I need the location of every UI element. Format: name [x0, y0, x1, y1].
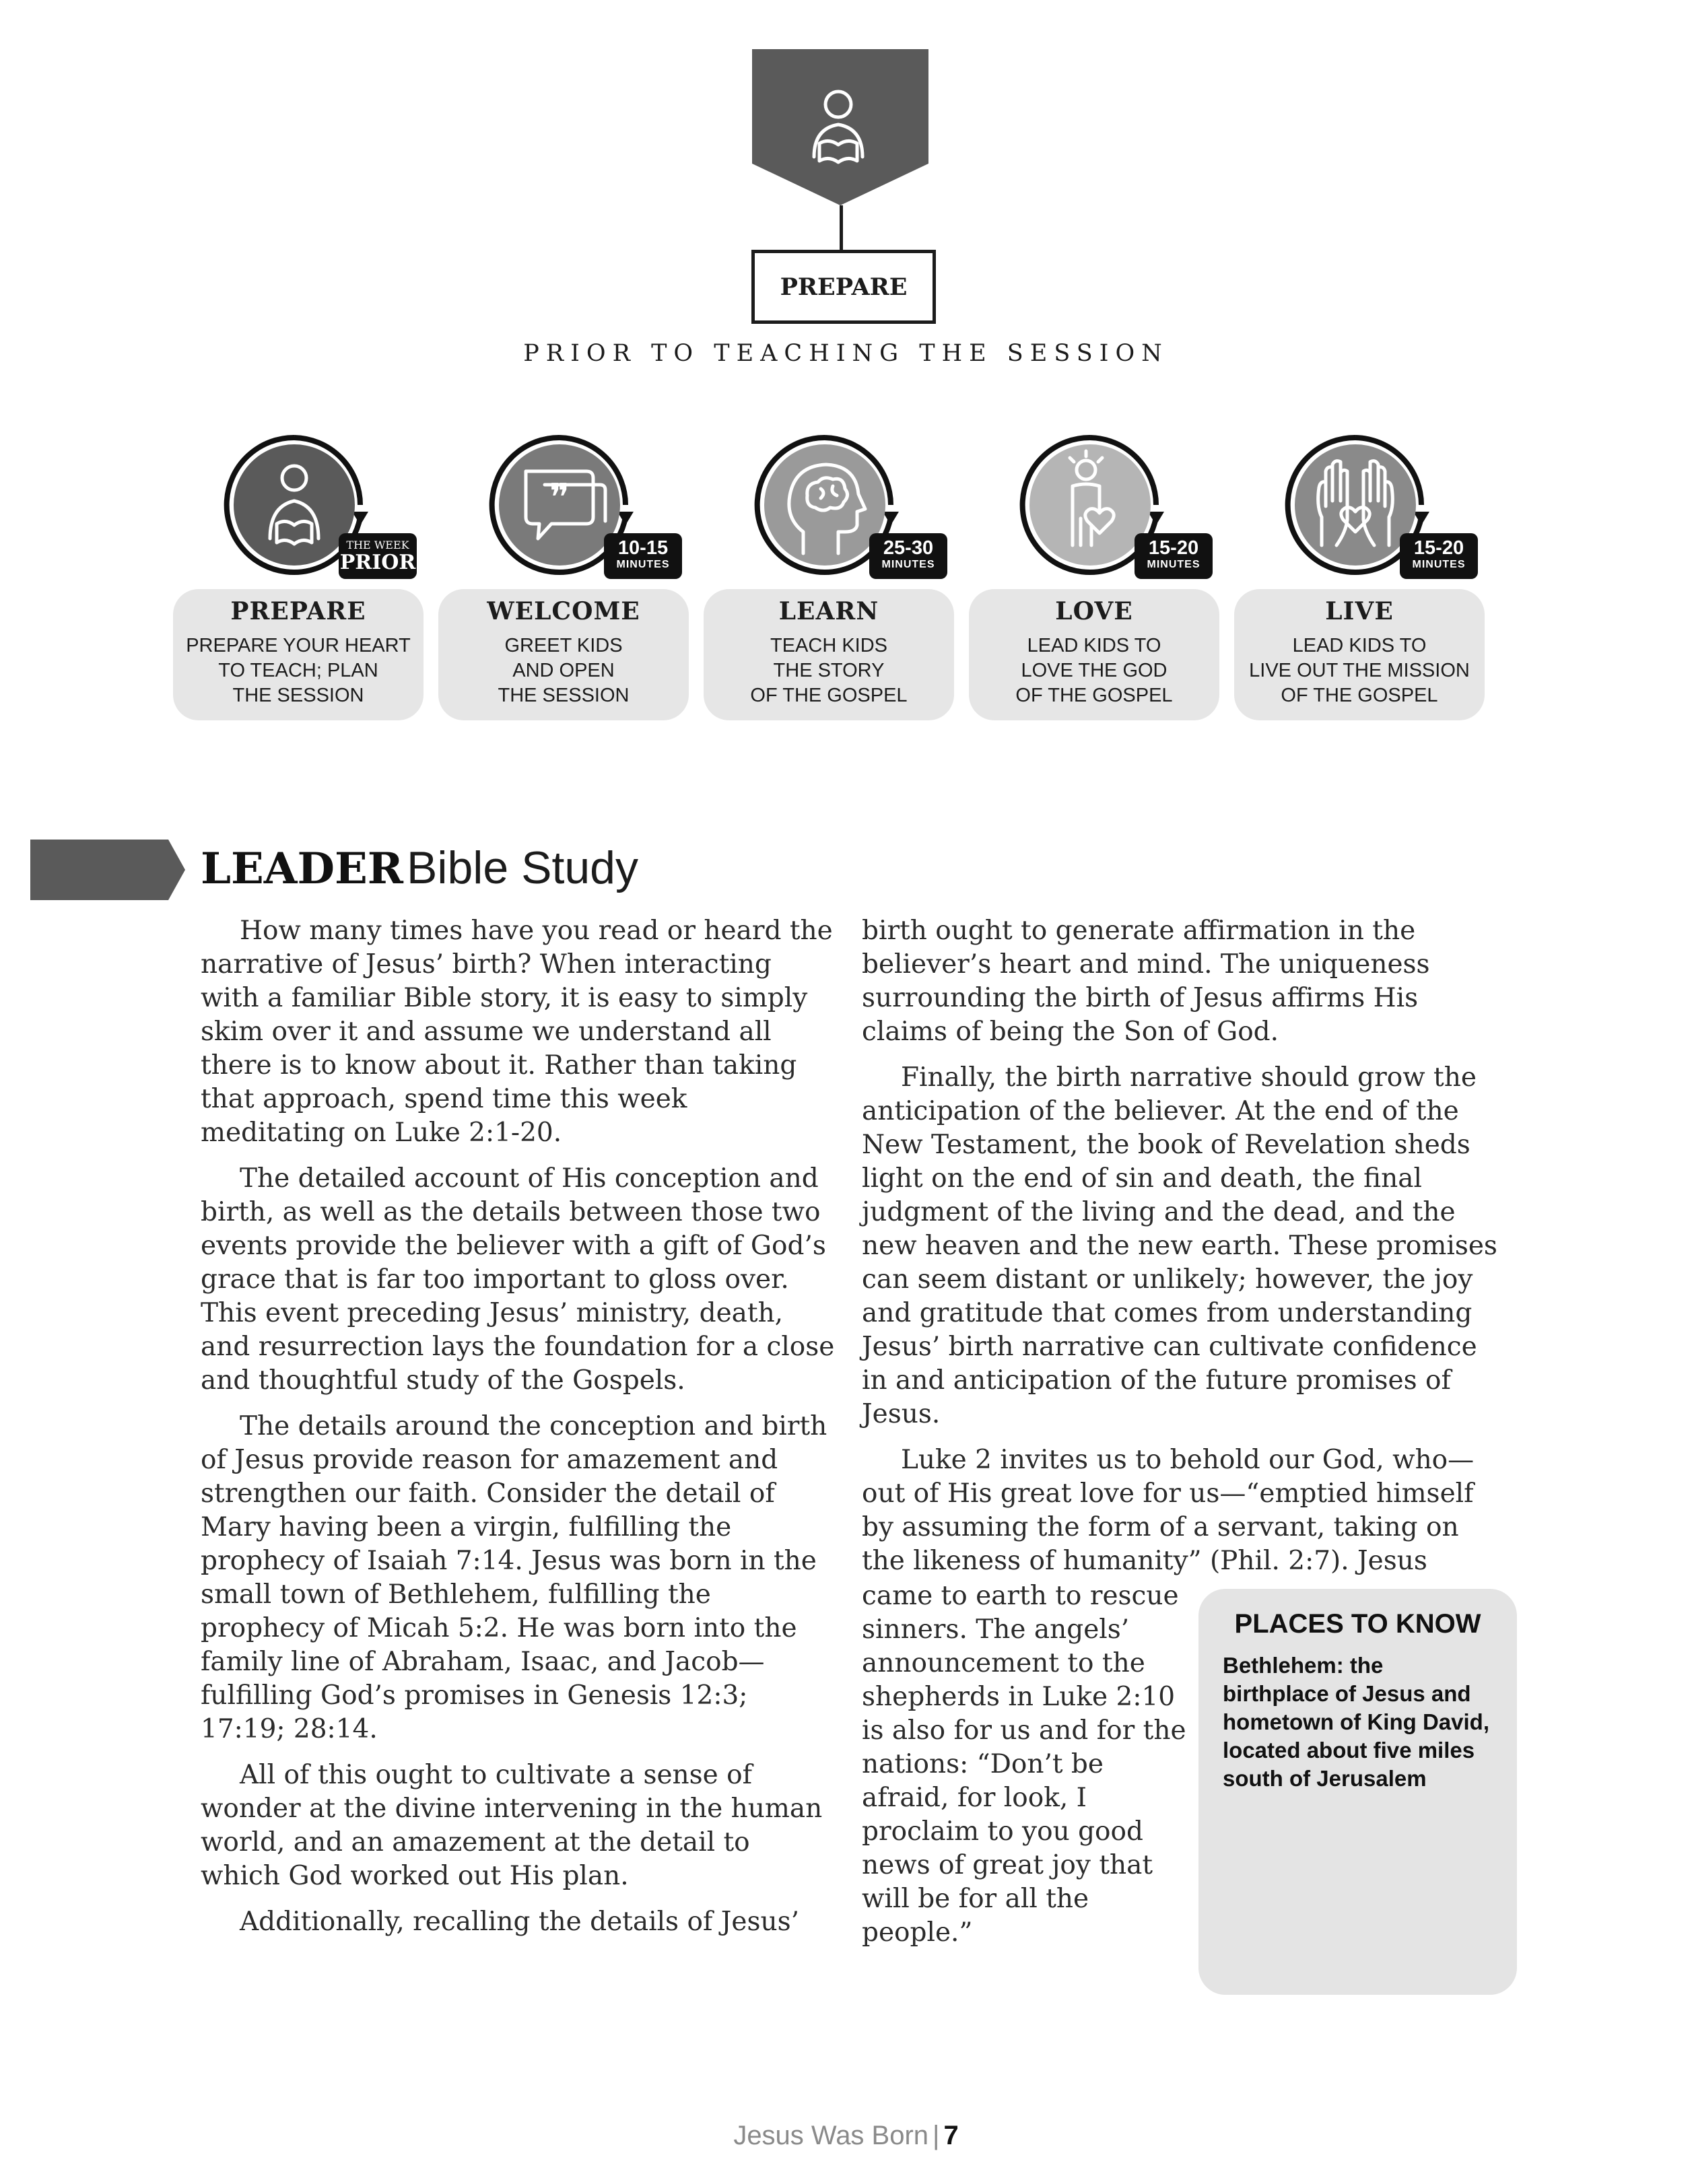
step-learn	[704, 431, 954, 720]
footer-separator: |	[933, 2121, 940, 2150]
duration-badge: 25-30 MINUTES	[869, 533, 947, 579]
paragraph: came to earth to rescue sinners. The angels’ announcement to the shepherds in Luke 2:10 is also for us and for the nations: “Don’t be afraid, for look, I proclaim to you good news of great joy that will be for all the people.”	[862, 1581, 1186, 1948]
duration-badge: 10-15 MINUTES	[604, 533, 682, 579]
step-description: LEAD KIDS TO LIVE OUT THE MISSION OF THE GOSPEL	[1249, 635, 1470, 706]
step-title: LEARN	[778, 597, 879, 625]
body-column-right-narrow	[862, 1579, 1198, 1950]
step-description: LEAD KIDS TO LOVE THE GOD OF THE GOSPEL	[1015, 635, 1173, 706]
places-title: PLACES TO KNOW	[1234, 1609, 1481, 1639]
step-title: LOVE	[1055, 597, 1133, 625]
places-text: Bethlehem: the birthplace of Jesus and hometown of King David, located about five miles south of Jerusalem	[1223, 1653, 1489, 1791]
page-number: 7	[943, 2121, 959, 2150]
places-to-know-box	[1198, 1589, 1517, 1995]
section-title: LEADER Bible Study	[201, 842, 638, 894]
step-card	[704, 589, 954, 720]
paragraph: The detailed account of His conception and birth, as well as the details between those two events provide the believer with a gift of God’s grace that is far too important to gloss over. This event preceding Jesus’ ministry, death, and resurrection lays the foundation for a close and thoughtful study of the Gospels.	[201, 1163, 835, 1396]
footer-title: Jesus Was Born	[733, 2121, 929, 2150]
step-prepare	[173, 431, 424, 720]
step-description: PREPARE YOUR HEART TO TEACH; PLAN THE SESSION	[186, 635, 411, 706]
step-description: GREET KIDS AND OPEN THE SESSION	[498, 635, 630, 706]
step-title: PREPARE	[230, 597, 366, 625]
step-card	[1234, 589, 1485, 720]
step-title: WELCOME	[487, 597, 640, 625]
step-description: TEACH KIDS THE STORY OF THE GOSPEL	[750, 635, 908, 706]
paragraph: birth ought to generate affirmation in the believer’s heart and mind. The uniqueness surrounding the birth of Jesus affirms His claims of being the Son of God.	[862, 916, 1430, 1047]
step-live	[1234, 431, 1485, 720]
step-title: LIVE	[1325, 597, 1394, 625]
paragraph: Additionally, recalling the details of Jesus’	[240, 1907, 800, 1937]
paragraph: Luke 2 invites us to behold our God, who—out of His great love for us—“emptied himself by assuming the form of a servant, taking on the likeness of humanity” (Phil. 2:7). Jesus	[862, 1445, 1475, 1576]
paragraph: Finally, the birth narrative should grow the anticipation of the believer. At the end of the New Testament, the book of Revelation sheds light on the end of sin and death, the final judgment of the living and the dead, and the new heaven and the new earth. These promises can seem distant or unlikely; however, the joy and gratitude that comes from understanding Jesus’ birth narrative can cultivate confidence in and anticipation of the future promises of Jesus.	[862, 1062, 1497, 1429]
connector-line	[840, 205, 843, 251]
step-card	[969, 589, 1219, 720]
duration-badge: 15-20 MINUTES	[1135, 533, 1213, 579]
prior-to-teaching-label: PRIOR TO TEACHING THE SESSION	[523, 340, 1169, 367]
paragraph: How many times have you read or heard the narrative of Jesus’ birth? When interacting with a familiar Bible story, it is easy to simply skim over it and assume we understand all there is to know about it. Rather than taking that approach, spend time this week meditating on Luke 2:1-20.	[201, 916, 833, 1148]
step-love	[969, 431, 1219, 720]
page-footer	[0, 2121, 1692, 2151]
svg-text:❞: ❞	[549, 476, 570, 520]
step-card	[438, 589, 689, 720]
body-column-left	[201, 914, 837, 1951]
prepare-label-box: PREPARE	[751, 250, 936, 324]
section-tab-arrow	[30, 840, 185, 900]
step-welcome	[438, 431, 689, 720]
prepare-banner	[752, 49, 928, 211]
duration-badge: 15-20 MINUTES	[1400, 533, 1478, 579]
body-column-right	[862, 914, 1508, 1590]
paragraph: The details around the conception and birth of Jesus provide reason for amazement and strengthen our faith. Consider the detail of Mary having been a virgin, fulfilling the prophecy of Isaiah 7:14. Jesus was born in the small town of Bethlehem, fulfilling the prophecy of Micah 5:2. He was born into the family line of Abraham, Isaac, and Jacob—fulfilling God’s promises in Genesis 12:3; 17:19; 28:14.	[201, 1411, 827, 1744]
paragraph: All of this ought to cultivate a sense of wonder at the divine intervening in the human world, and an amazement at the detail to which God worked out His plan.	[201, 1760, 823, 1891]
step-card	[173, 589, 424, 720]
duration-badge: THE WEEK PRIOR	[339, 533, 417, 579]
